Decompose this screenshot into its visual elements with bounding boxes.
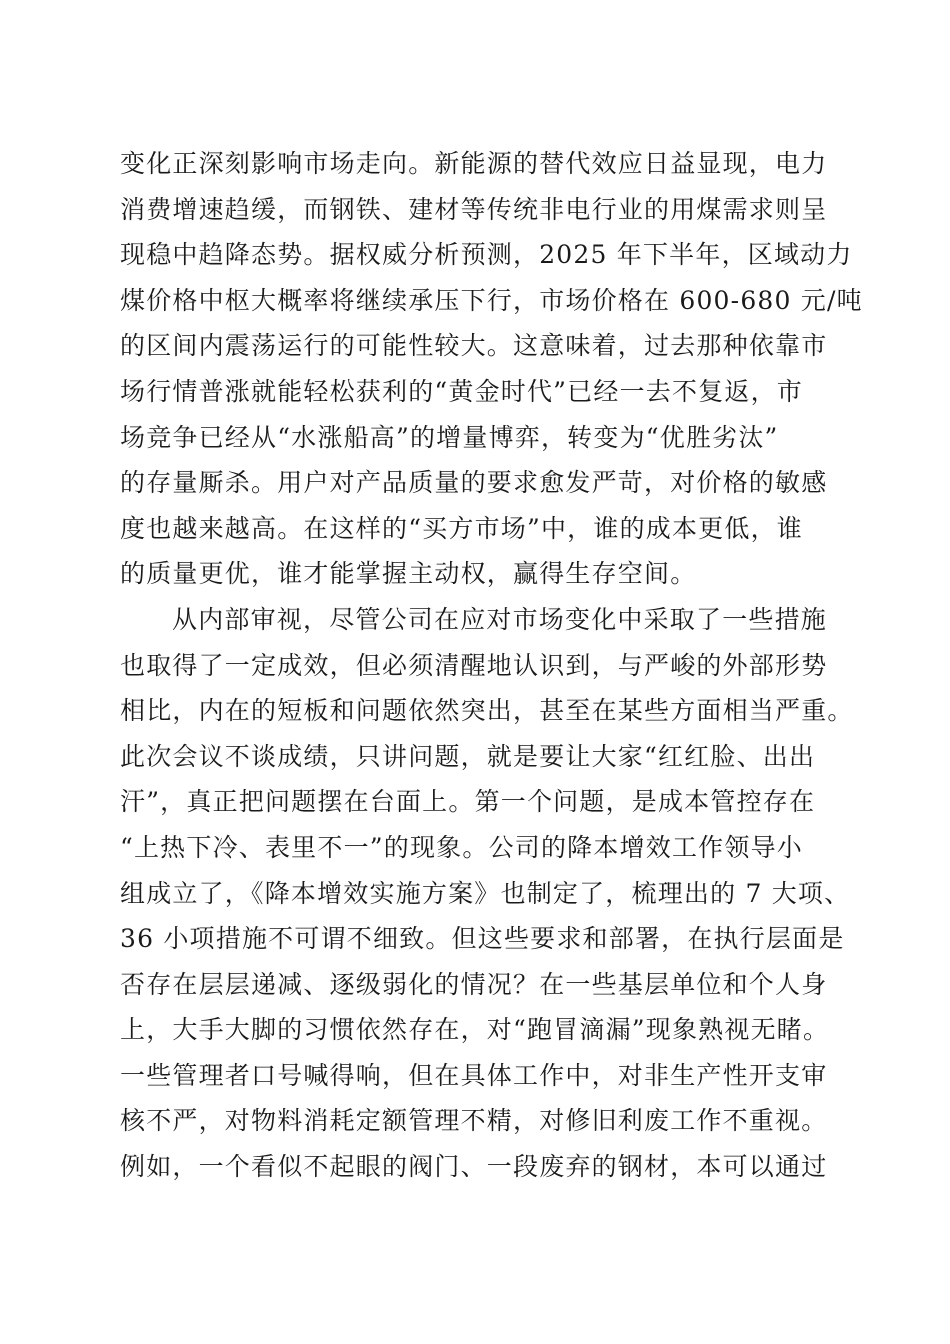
text-line: 上，大手大脚的习惯依然存在，对“跑冒滴漏”现象熟视无睹。: [120, 1015, 830, 1045]
text-line: 相比，内在的短板和问题依然突出，甚至在某些方面相当严重。: [120, 696, 854, 726]
text-line: 场行情普涨就能轻松获利的“黄金时代”已经一去不复返，市: [120, 376, 803, 406]
text-line: 例如，一个看似不起眼的阀门、一段废弃的钢材，本可以通过: [120, 1152, 828, 1182]
body-text: [120, 141, 863, 1190]
text-line: 的存量厮杀。用户对产品质量的要求愈发严苛，对价格的敏感: [120, 468, 828, 498]
text-line: 一些管理者口号喊得响，但在具体工作中，对非生产性开支审: [120, 1060, 828, 1090]
text-line-indented: 从内部审视，尽管公司在应对市场变化中采取了一些措施: [172, 604, 828, 634]
text-line: 场竞争已经从“水涨船高”的增量博弈，转变为“优胜劣汰”: [120, 422, 779, 452]
text-line: 变化正深刻影响市场走向。新能源的替代效应日益显现，电力: [120, 149, 828, 178]
text-line: 现稳中趋降态势。据权威分析预测，2025 年下半年，区域动力: [120, 240, 853, 270]
text-line: 否存在层层递减、逐级弱化的情况？在一些基层单位和个人身: [120, 969, 828, 999]
text-line: 也取得了一定成效，但必须清醒地认识到，与严峻的外部形势: [120, 650, 828, 680]
text-line: 汗”，真正把问题摆在台面上。第一个问题，是成本管控存在: [120, 787, 816, 817]
text-line: 36 小项措施不可谓不细致。但这些要求和部署，在执行层面是: [120, 924, 845, 954]
text-line: 的质量更优，谁才能掌握主动权，赢得生存空间。: [120, 559, 697, 589]
text-line: 度也越来越高。在这样的“买方市场”中，谁的成本更低，谁: [120, 513, 803, 543]
text-line: 的区间内震荡运行的可能性较大。这意味着，过去那种依靠市: [120, 331, 828, 361]
text-line: 核不严，对物料消耗定额管理不精，对修旧利废工作不重视。: [120, 1106, 828, 1136]
text-line: “上热下冷、表里不一”的现象。公司的降本增效工作领导小: [120, 832, 803, 862]
text-line: 煤价格中枢大概率将继续承压下行，市场价格在 600-680 元/吨: [120, 285, 863, 315]
text-line: 此次会议不谈成绩，只讲问题，就是要让大家“红红脸、出出: [120, 741, 816, 771]
text-line: 消费增速趋缓，而钢铁、建材等传统非电行业的用煤需求则呈: [120, 194, 828, 224]
text-line: 组成立了，《降本增效实施方案》也制定了，梳理出的 7 大项、: [120, 878, 851, 908]
paragraph-2: [120, 597, 854, 1190]
paragraph-1: [120, 141, 863, 597]
